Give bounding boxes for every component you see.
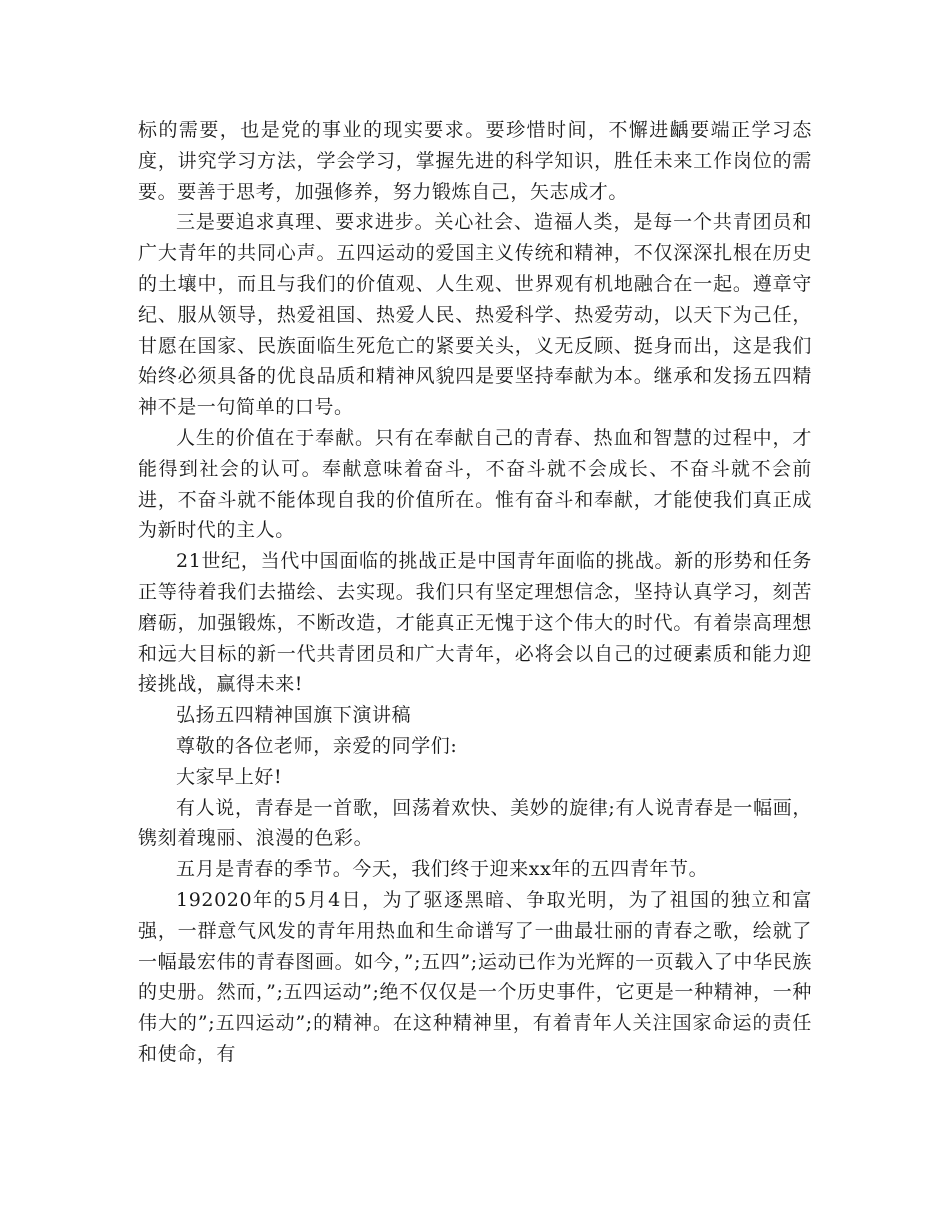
paragraph-3: 人生的价值在于奉献。只有在奉献自己的青春、热血和智慧的过程中，才能得到社会的认可。奉献意味着奋斗，不奋斗就不会成长、不奋斗就不会前进，不奋斗就不能体现自我的价值所在。惟有奋斗和奉献，才能使我们真正成为新时代的主人。 xyxy=(138,426,812,542)
paragraph-4: 21世纪，当代中国面临的挑战正是中国青年面临的挑战。新的形势和任务正等待着我们去描绘、去实现。我们只有坚定理想信念，坚持认真学习，刻苦磨砺，加强锻炼，不断改造，才能真正无愧于这个伟大的时代。有着崇高理想和远大目标的新一代共青团员和广大青年，必将会以自己的过硬素质和能力迎接挑战，赢得未来! xyxy=(138,550,812,696)
paragraph-10: 192020年的5月4日，为了驱逐黑暗、争取光明，为了祖国的独立和富强，一群意气风发的青年用热血和生命谱写了一曲最壮丽的青春之歌，绘就了一幅最宏伟的青春图画。如今，”;五四”;运动已作为光辉的一页载入了中华民族的史册。然而，”;五四运动”;绝不仅仅是一个历史事件，它更是一种精神，一种伟大的”;五四运动”;的精神。在这种精神里，有着青年人关注国家命运的责任和使命，有 xyxy=(138,888,812,1065)
paragraph-2: 三是要追求真理、要求进步。关心社会、造福人类，是每一个共青团员和广大青年的共同心声。五四运动的爱国主义传统和精神，不仅深深扎根在历史的土壤中，而且与我们的价值观、人生观、世界观有机地融合在一起。遵章守纪、服从领导，热爱祖国、热爱人民、热爱科学、热爱劳动，以天下为己任，甘愿在国家、民族面临生死危亡的紧要关头，义无反顾、挺身而出，这是我们始终必须具备的优良品质和精神风貌四是要坚持奉献为本。继承和发扬五四精神不是一句简单的口号。 xyxy=(138,211,812,419)
paragraph-1: 标的需要，也是党的事业的现实要求。要珍惜时间，不懈进齲要端正学习态度，讲究学习方法，学会学习，掌握先进的科学知识，胜任未来工作岗位的需要。要善于思考，加强修养，努力锻炼自己，矢志成才。 xyxy=(138,119,812,203)
greeting: 大家早上好! xyxy=(176,765,283,788)
speech-title: 弘扬五四精神国旗下演讲稿 xyxy=(176,704,412,727)
document-body xyxy=(138,115,812,1070)
salutation: 尊敬的各位老师，亲爱的同学们: xyxy=(176,734,458,757)
paragraph-8: 有人说，青春是一首歌，回荡着欢快、美妙的旋律;有人说青春是一幅画，镌刻着瑰丽、浪漫的色彩。 xyxy=(138,796,812,850)
paragraph-9: 五月是青春的季节。今天，我们终于迎来xx年的五四青年节。 xyxy=(176,858,709,881)
